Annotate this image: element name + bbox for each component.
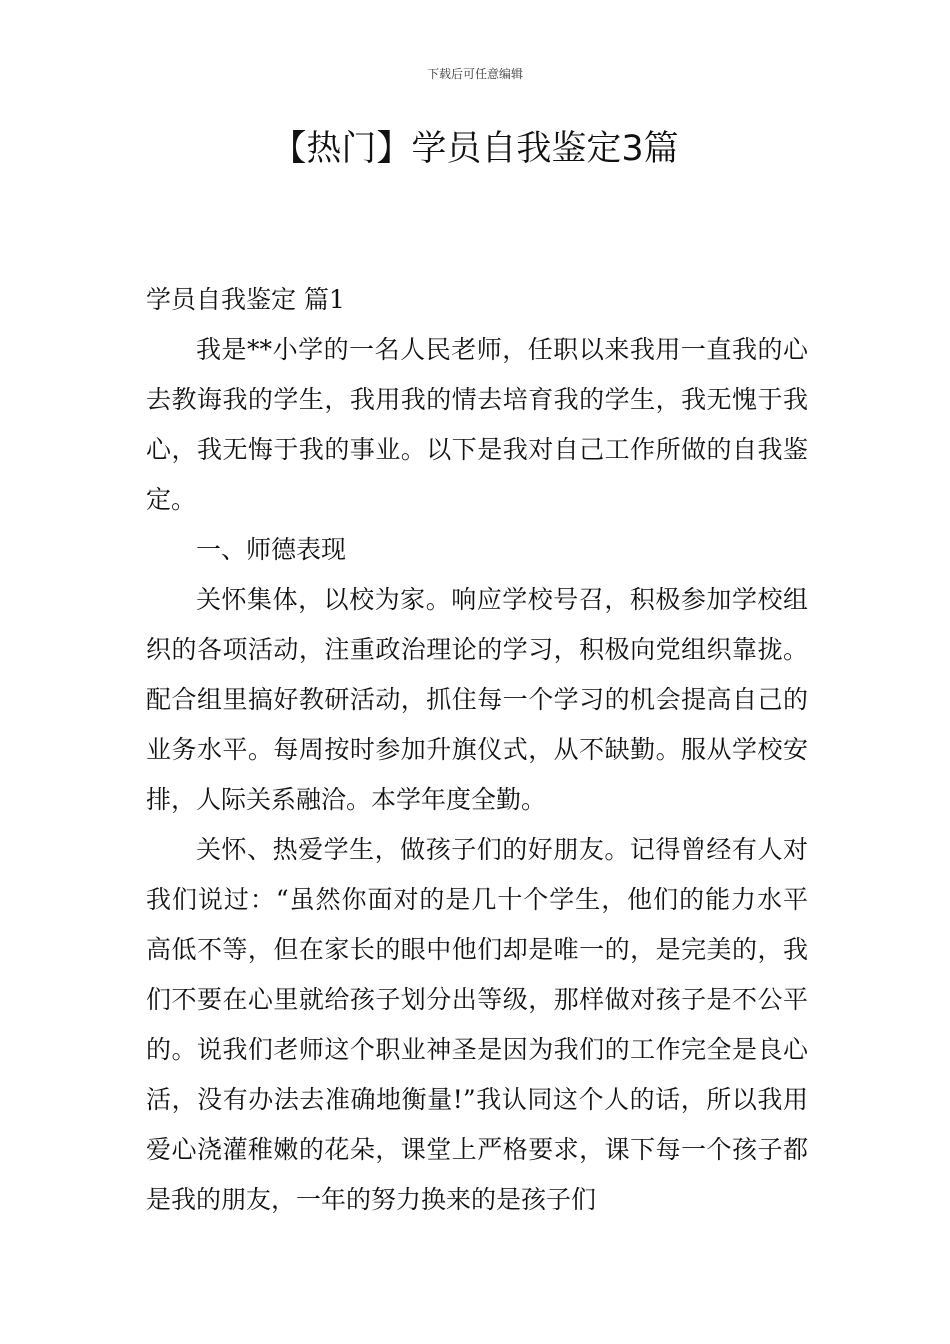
paragraph-collective: 关怀集体，以校为家。响应学校号召，积极参加学校组织的各项活动，注重政治理论的学习，积极向党组织靠拢。配合组里搞好教研活动，抓住每一个学习的机会提高自己的业务水平。每周按时参加升旗仪式，从不缺勤。服从学校安排，人际关系融洽。本学年度全勤。: [146, 585, 808, 814]
subheading-ethics: 一、师德表现: [196, 535, 347, 564]
section-heading: 学员自我鉴定 篇1: [146, 285, 345, 314]
document-body: [146, 275, 808, 1225]
document-title: 【热门】学员自我鉴定3篇: [271, 129, 679, 169]
paragraph-intro: 我是**小学的一名人民老师，任职以来我用一直我的心去教诲我的学生，我用我的情去培育我的学生，我无愧于我心，我无悔于我的事业。以下是我对自己工作所做的自我鉴定。: [146, 335, 808, 514]
paragraph-students: 关怀、热爱学生，做孩子们的好朋友。记得曾经有人对我们说过：“虽然你面对的是几十个学生，他们的能力水平高低不等，但在家长的眼中他们却是唯一的，是完美的，我们不要在心里就给孩子划分出等级，那样做对孩子是不公平的。说我们老师这个职业神圣是因为我们的工作完全是良心活，没有办法去准确地衡量!”我认同这个人的话，所以我用爱心浇灌稚嫩的花朵，课堂上严格要求，课下每一个孩子都是我的朋友，一年的努力换来的是孩子们: [146, 835, 808, 1214]
header-note: 下载后可任意编辑: [426, 67, 523, 81]
